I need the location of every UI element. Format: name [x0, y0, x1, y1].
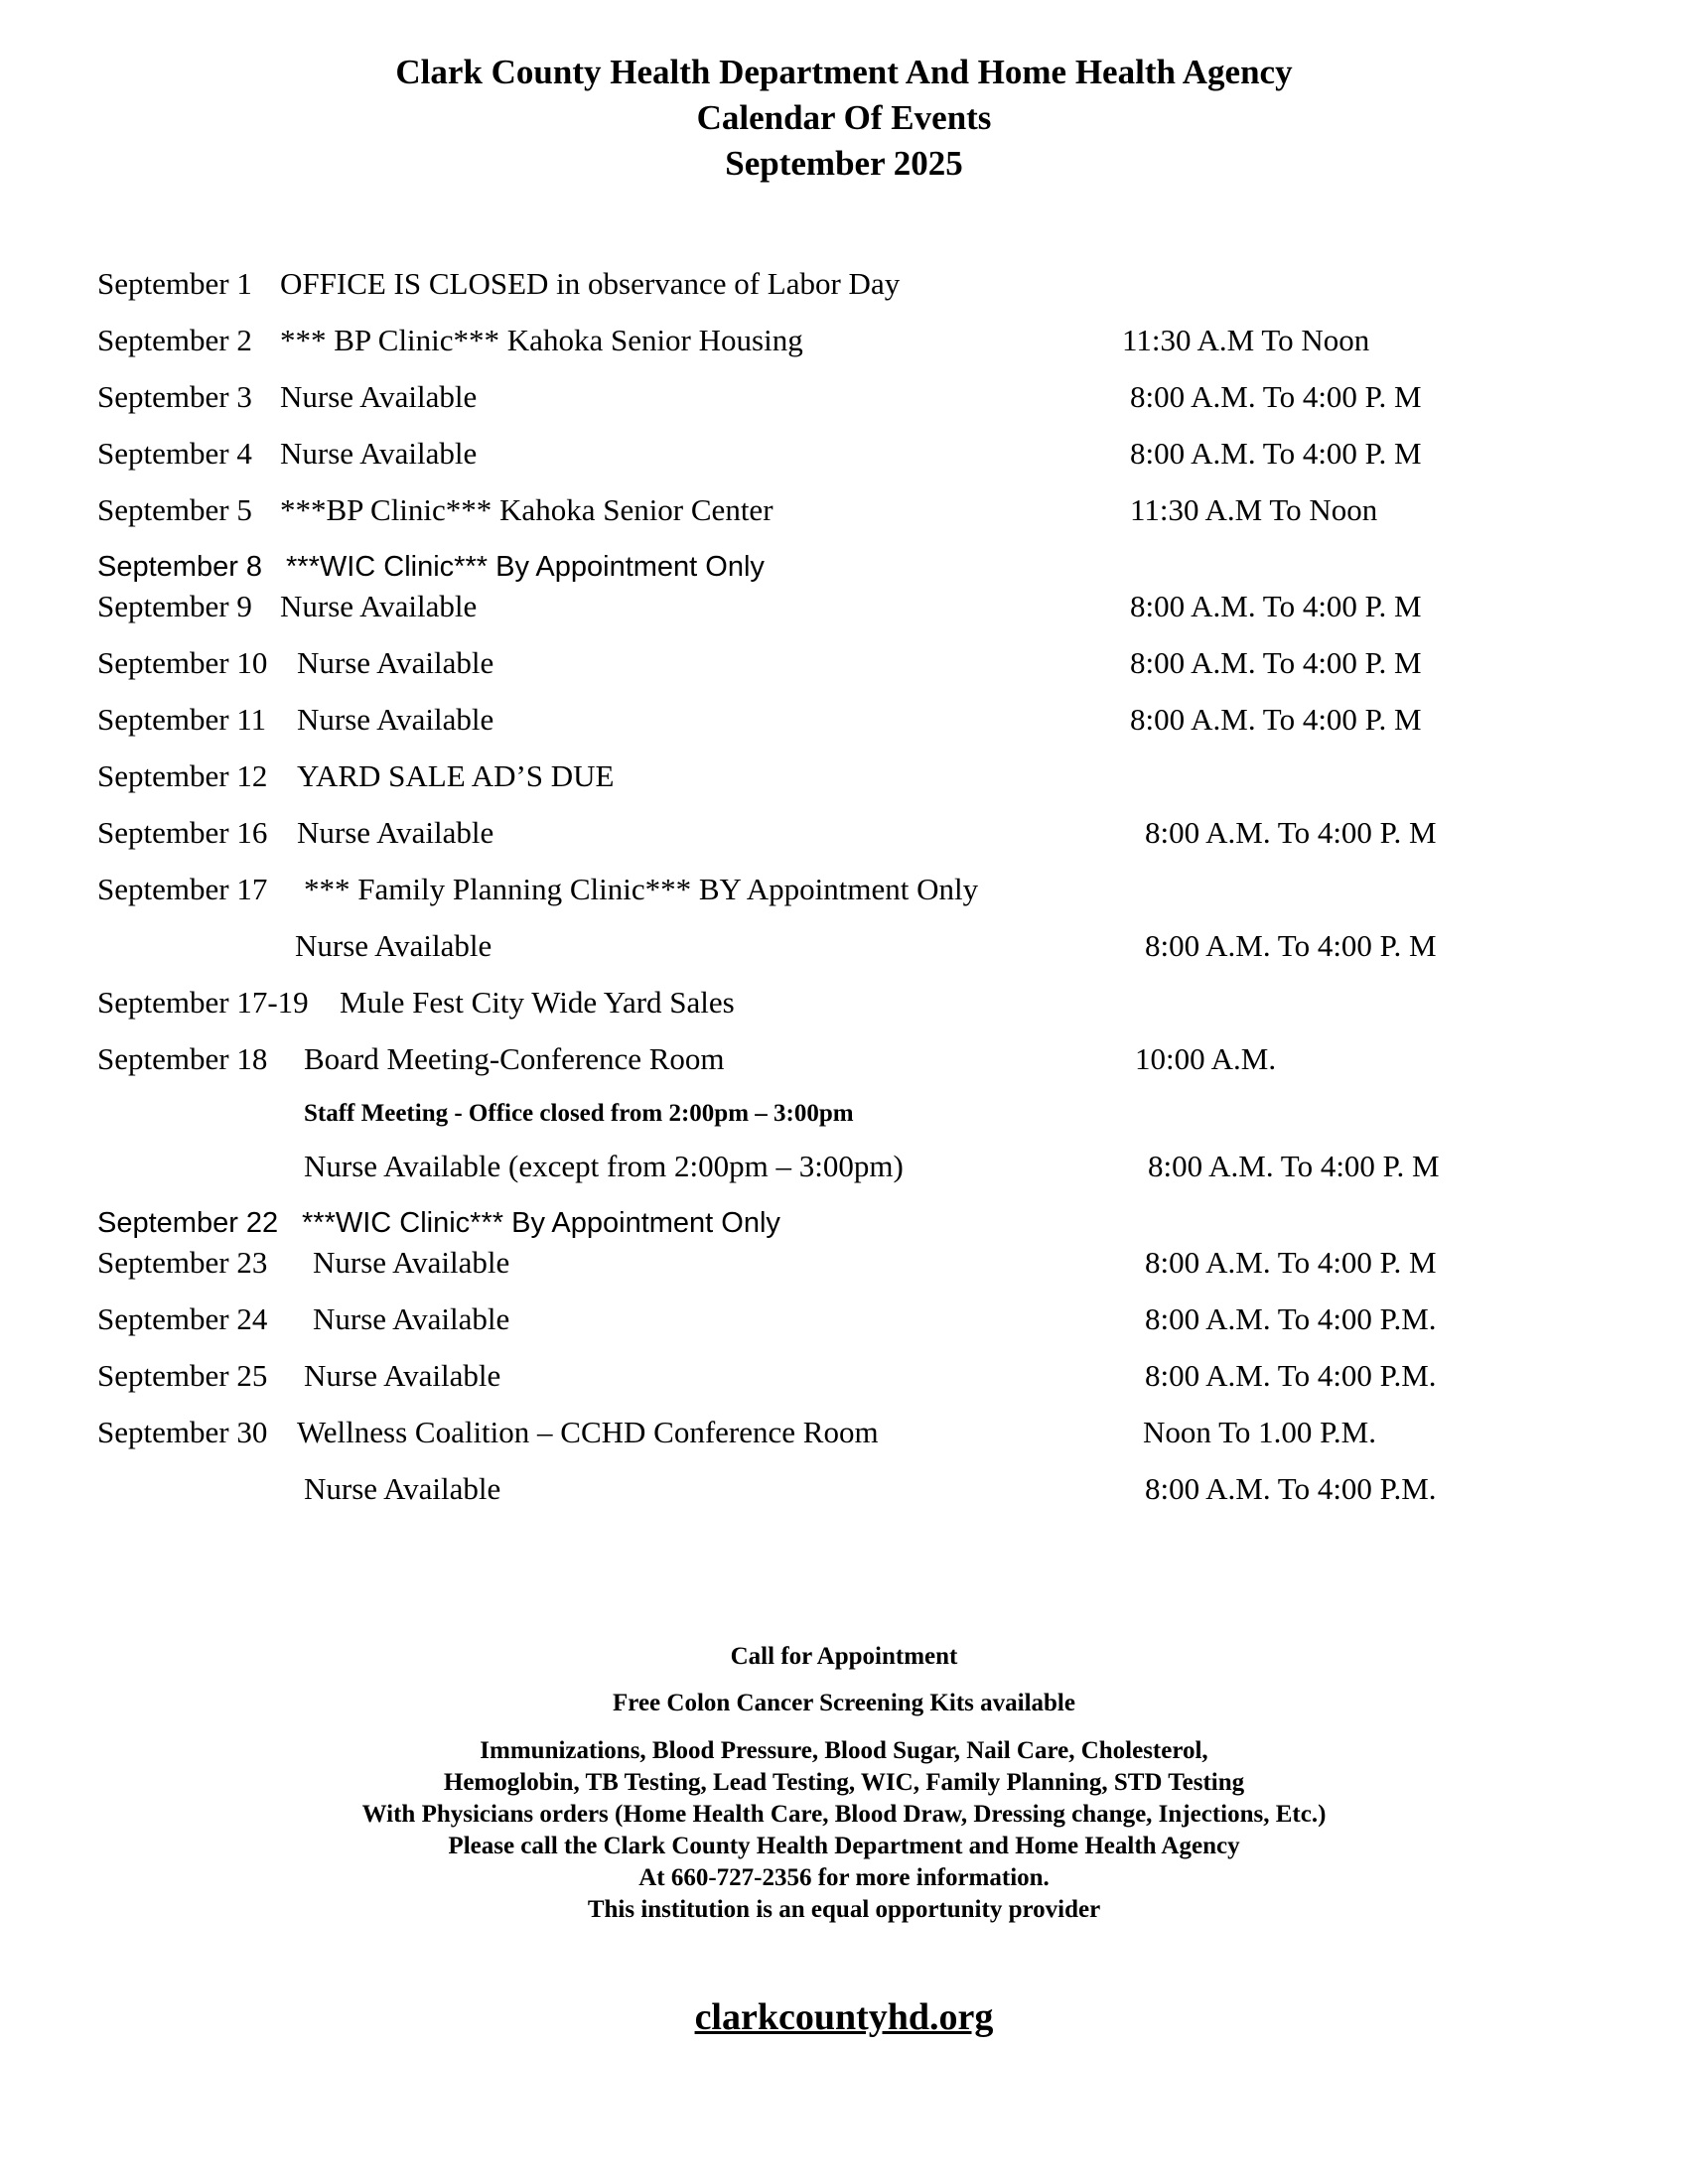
event-description: Nurse Available: [280, 589, 478, 623]
event-description: Nurse Available: [295, 928, 492, 963]
event-description: Nurse Available: [304, 1471, 501, 1506]
event-date: September 8: [97, 551, 263, 583]
event-row: [0, 492, 1688, 536]
event-date: September 24: [97, 1301, 268, 1336]
services-list: [0, 1735, 1688, 1926]
event-date: September 3: [97, 379, 252, 414]
equal-opportunity-line: This institution is an equal opportunity provider: [587, 1896, 1101, 1923]
event-time: 8:00 A.M. To 4:00 P. M: [1130, 645, 1422, 680]
event-time: 8:00 A.M. To 4:00 P.M.: [1145, 1471, 1437, 1506]
call-for-appointment: Call for Appointment: [730, 1643, 958, 1670]
event-description: Board Meeting-Conference Room: [304, 1041, 725, 1076]
event-time: 8:00 A.M. To 4:00 P. M: [1148, 1149, 1440, 1183]
event-date: September 4: [97, 436, 252, 471]
event-row: [0, 266, 1688, 310]
event-description: *** BP Clinic*** Kahoka Senior Housing: [280, 323, 803, 357]
event-row: [0, 1245, 1688, 1289]
event-description: Nurse Available: [304, 1358, 501, 1393]
services-line: Immunizations, Blood Pressure, Blood Sugar, Nail Care, Cholesterol,: [480, 1737, 1208, 1764]
event-description: OFFICE IS CLOSED in observance of Labor Day: [280, 266, 901, 301]
event-description: ***WIC Clinic*** By Appointment Only: [286, 551, 765, 583]
event-row: [0, 1415, 1688, 1458]
event-description: Nurse Available: [297, 815, 494, 850]
event-description: ***BP Clinic*** Kahoka Senior Center: [280, 492, 774, 527]
event-date: September 17-19: [97, 985, 309, 1020]
event-row: [0, 702, 1688, 746]
event-time: 8:00 A.M. To 4:00 P. M: [1130, 702, 1422, 737]
event-description: Nurse Available: [313, 1245, 510, 1280]
event-row: [0, 436, 1688, 479]
event-date: September 17: [97, 872, 268, 906]
event-description: Nurse Available: [280, 436, 478, 471]
services-line: With Physicians orders (Home Health Care, Blood Draw, Dressing change, Injections, Etc.): [361, 1801, 1327, 1828]
event-time: 8:00 A.M. To 4:00 P. M: [1145, 815, 1437, 850]
event-time: 8:00 A.M. To 4:00 P. M: [1130, 436, 1422, 471]
event-date: September 10: [97, 645, 268, 680]
month-title: September 2025: [725, 144, 963, 183]
event-description: Nurse Available: [313, 1301, 510, 1336]
event-date: September 2: [97, 323, 252, 357]
event-description: Nurse Available: [297, 702, 494, 737]
event-date: September 5: [97, 492, 252, 527]
event-row: [0, 1041, 1688, 1085]
event-date: September 1: [97, 266, 252, 301]
phone-line: At 660-727-2356 for more information.: [638, 1864, 1050, 1891]
event-row: [0, 323, 1688, 366]
event-row: [0, 985, 1688, 1028]
services-line: Hemoglobin, TB Testing, Lead Testing, WIC, Family Planning, STD Testing: [443, 1769, 1245, 1796]
event-time: 8:00 A.M. To 4:00 P. M: [1130, 379, 1422, 414]
event-date: September 30: [97, 1415, 268, 1449]
event-row: [0, 645, 1688, 689]
event-date: September 25: [97, 1358, 268, 1393]
event-description: ***WIC Clinic*** By Appointment Only: [302, 1207, 780, 1239]
event-description: Nurse Available: [297, 645, 494, 680]
event-time: 8:00 A.M. To 4:00 P. M: [1145, 1245, 1437, 1280]
event-date: September 18: [97, 1041, 268, 1076]
event-row: [0, 589, 1688, 632]
event-date: September 23: [97, 1245, 268, 1280]
event-row: [0, 758, 1688, 802]
event-description: Staff Meeting - Office closed from 2:00pm – 3:00pm: [304, 1100, 854, 1127]
event-description: Mule Fest City Wide Yard Sales: [340, 985, 735, 1020]
event-description: Nurse Available: [280, 379, 478, 414]
event-description: Nurse Available (except from 2:00pm – 3:00pm): [304, 1149, 904, 1183]
event-time: Noon To 1.00 P.M.: [1143, 1415, 1376, 1449]
event-row: [0, 872, 1688, 915]
event-date: September 12: [97, 758, 268, 793]
event-date: September 11: [97, 702, 267, 737]
event-row: [0, 815, 1688, 859]
event-row: [0, 1471, 1688, 1515]
event-date: September 22: [97, 1207, 279, 1239]
organization-title: Clark County Health Department And Home Health Agency: [395, 53, 1293, 91]
event-row: [0, 1149, 1688, 1192]
event-date: September 16: [97, 815, 268, 850]
event-time: 10:00 A.M.: [1135, 1041, 1277, 1076]
event-row: [0, 379, 1688, 423]
contact-line: Please call the Clark County Health Department and Home Health Agency: [448, 1833, 1240, 1859]
event-time: 8:00 A.M. To 4:00 P. M: [1130, 589, 1422, 623]
event-row: [0, 1100, 1688, 1144]
event-time: 8:00 A.M. To 4:00 P.M.: [1145, 1358, 1437, 1393]
event-time: 8:00 A.M. To 4:00 P. M: [1145, 928, 1437, 963]
event-description: *** Family Planning Clinic*** BY Appointment Only: [304, 872, 979, 906]
event-time: 11:30 A.M To Noon: [1122, 323, 1370, 357]
website-link[interactable]: clarkcountyhd.org: [694, 1996, 994, 2038]
event-description: YARD SALE AD’S DUE: [297, 758, 615, 793]
event-time: 11:30 A.M To Noon: [1130, 492, 1378, 527]
event-row: [0, 1358, 1688, 1402]
calendar-title: Calendar Of Events: [696, 98, 992, 137]
event-time: 8:00 A.M. To 4:00 P.M.: [1145, 1301, 1437, 1336]
event-row: [0, 1301, 1688, 1345]
event-date: September 9: [97, 589, 252, 623]
screening-kits-note: Free Colon Cancer Screening Kits available: [613, 1690, 1075, 1716]
event-description: Wellness Coalition – CCHD Conference Room: [297, 1415, 879, 1449]
event-row: [0, 928, 1688, 972]
